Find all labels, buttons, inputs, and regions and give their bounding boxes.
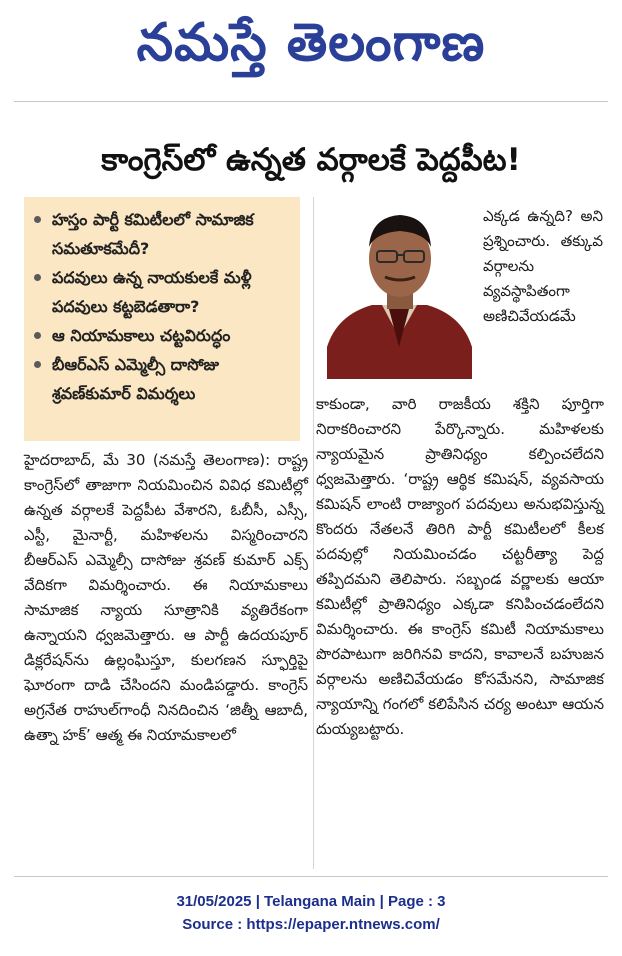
article-body-left: హైదరాబాద్, మే 30 (నమస్తే తెలంగాణ): రాష్ట్ర కాంగ్రెస్‌లో తాజాగా నియమించిన వివిధ కమిటీల్లో ఉన్నత వర్గాలకే పెద్దపీట వేశారని, ఓబీసీ, ఎస్సీ, ఎస్టీ, మైనార్టీ, మహిళలను విస్మరించారని బీఆర్‌ఎస్ ఎమ్మెల్సీ దాసోజు శ్రవణ్ కుమార్ ఎక్స్ వేదికగా విమర్శించారు. ఈ నియామకాలు సామాజిక న్యాయ సూత్రానికి వ్యతిరేకంగా ఉన్నాయని ధ్వజమెత్తారు. ఆ పార్టీ ఉదయపూర్ డిక్లరేషన్‌ను ఉల్లంఘిస్తూ, కులగణన స్ఫూర్తిపై ఘోరంగా దాడి చేసిందని మండిపడ్డారు. కాంగ్రెస్ అగ్రనేత రాహుల్‌గాంధీ నినదించిన ‘జిత్నీ ఆబాదీ, ఉత్నా హక్’ ఆత్మ ఈ నియామకాలలో bbox=[24, 451, 308, 744]
article-body-right-top: ఎక్కడ ఉన్నది? అని ప్రశ్నించారు. తక్కువ వర్గాలను వ్యవస్థాపితంగా అణిచివేయడమే bbox=[483, 207, 603, 325]
dot-bullet-icon bbox=[34, 216, 41, 223]
masthead bbox=[0, 6, 622, 80]
politician-photo bbox=[327, 197, 472, 379]
footer-date-line: 31/05/2025 | Telangana Main | Page : 3 bbox=[176, 893, 446, 910]
highlight-text: పదవులు ఉన్న నాయకులకే మళ్లీ పదవులు కట్టబెడతారా? bbox=[52, 268, 252, 316]
portrait-image bbox=[327, 197, 472, 379]
article-body-right: కాకుండా, వారి రాజకీయ శక్తిని పూర్తిగా నిరాకరించారని పేర్కొన్నారు. మహిళలకు న్యాయమైన ప్రాతినిధ్యం కల్పించలేదని ధ్వజమెత్తారు. ‘రాష్ట్ర ఆర్థిక కమిషన్, వ్యవసాయ కమిషన్ లాంటి రాజ్యాంగ పదవులు అనుభవిస్తున్న కొందరు నేతలనే తిరిగి పార్టీ కమిటీలలో కీలక పదవుల్లో నియమించడం చట్టరీత్యా పెద్ద తప్పిదమని తెలిపారు. సబ్బండ వర్ణాలకు ఆయా కమిటీల్లో ప్రాతినిధ్యం ఎక్కడా కనిపించడంలేదని విమర్శించారు. ఈ కాంగ్రెస్ కమిటీ నియామకాలు పొరపాటుగా జరిగినవి కాదని, కావాలనే బహుజన వర్గాలను అణిచివేయడం కోసమేనని, సామాజిక న్యాయాన్ని గంగలో కలిపేసిన చర్య అంటూ ఆయన దుయ్యబట్టారు. bbox=[316, 395, 604, 738]
footer-divider bbox=[14, 876, 608, 877]
footer-source-line: Source : https://epaper.ntnews.com/ bbox=[182, 916, 440, 933]
highlight-item bbox=[34, 350, 294, 408]
article-headline: కాంగ్రెస్‌లో ఉన్నత వర్గాలకే పెద్దపీట! bbox=[101, 142, 521, 178]
highlights-box bbox=[24, 197, 300, 441]
column-divider bbox=[313, 197, 314, 869]
dot-bullet-icon bbox=[34, 361, 41, 368]
highlight-text: బీఆర్‌ఎస్ ఎమ్మెల్సీ దాసోజు శ్రవణ్‌కుమార్ విమర్శలు bbox=[52, 355, 220, 403]
highlight-text: ఆ నియామకాలు చట్టవిరుద్ధం bbox=[52, 326, 231, 345]
masthead-divider bbox=[14, 101, 608, 102]
highlight-item bbox=[34, 321, 294, 350]
masthead-title: నమస్తే తెలంగాణ bbox=[136, 13, 486, 73]
highlight-text: హస్తం పార్టీ కమిటీలలో సామాజిక సమతూకమేదీ? bbox=[52, 210, 254, 258]
dot-bullet-icon bbox=[34, 274, 41, 281]
dot-bullet-icon bbox=[34, 332, 41, 339]
highlight-item bbox=[34, 263, 294, 321]
highlight-item bbox=[34, 205, 294, 263]
